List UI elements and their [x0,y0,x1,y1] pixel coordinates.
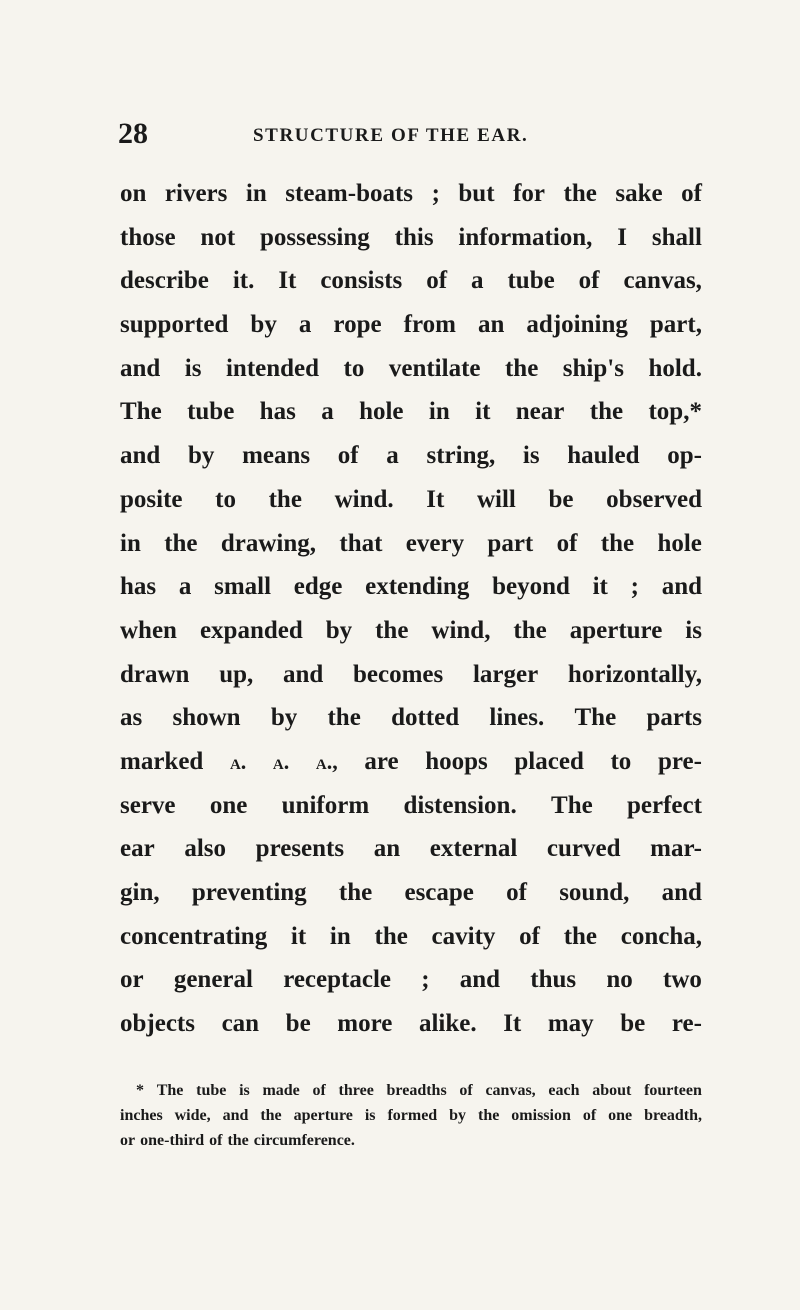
text-line: The tube has a hole in it near the top,* [120,398,702,426]
page-number: 28 [118,117,148,150]
text-line: gin, preventing the escape of sound, and [120,879,702,906]
text-line: serve one uniform distension. The perfect [120,791,702,819]
text-line: and by means of a string, is hauled op- [120,442,702,470]
text-line: describe it. It consists of a tube of canvas, [120,267,702,295]
footnote-line: * The tube is made of three breadths of canvas, each about fourteen [136,1082,702,1099]
text-line: concentrating it in the cavity of the concha, [120,922,702,950]
text-line: marked a. a. a., are hoops placed to pre- [120,747,702,775]
footnote [120,1078,702,1153]
text-line: when expanded by the wind, the aperture is [120,616,702,644]
text-line: those not possessing this information, I shall [120,223,702,251]
text-line: drawn up, and becomes larger horizontally, [120,660,702,688]
text-line: and is intended to ventilate the ship's hold. [120,354,702,382]
text-line: has a small edge extending beyond it ; and [120,573,702,601]
text-line: as shown by the dotted lines. The parts [120,704,702,732]
running-head: STRUCTURE OF THE EAR. [253,125,529,146]
text-line: in the drawing, that every part of the hole [120,529,702,557]
text-line: posite to the wind. It will be observed [120,485,702,513]
text-line: objects can be more alike. It may be re- [120,1010,702,1038]
text-line: supported by a rope from an adjoining part, [120,311,702,339]
page-header [118,112,698,156]
text-line: or general receptacle ; and thus no two [120,966,702,994]
text-line: on rivers in steam-boats ; but for the sake of [120,180,702,207]
body-text [120,172,702,1046]
footnote-line: inches wide, and the aperture is formed by the omission of one breadth, [120,1107,702,1124]
footnote-line: or one-third of the circumference. [120,1132,355,1149]
text-line: ear also presents an external curved mar- [120,835,702,863]
